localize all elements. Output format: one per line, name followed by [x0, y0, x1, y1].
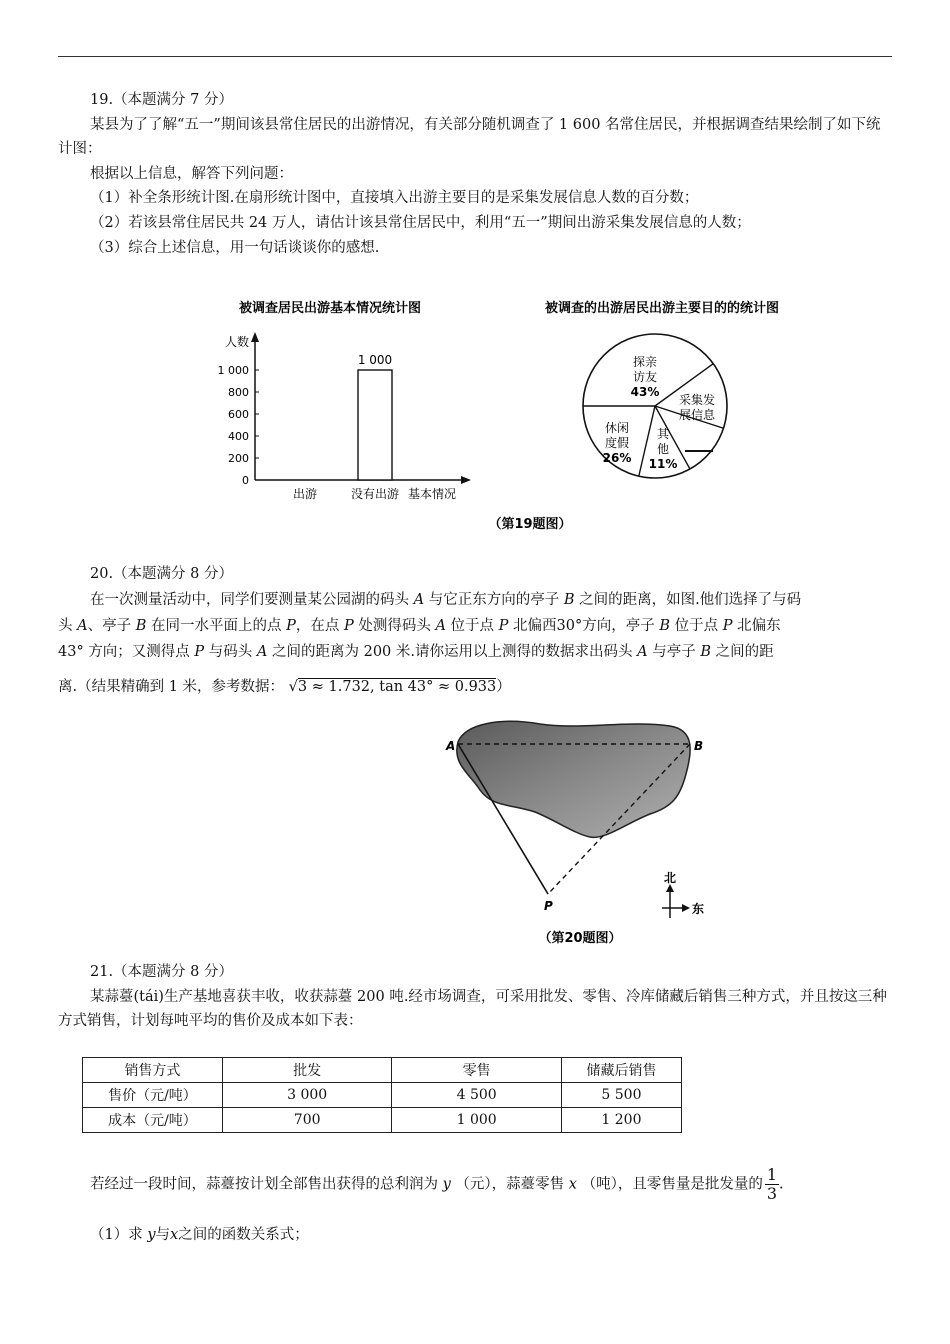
y-tick-label: 0 [242, 474, 249, 487]
compass-icon [662, 871, 704, 918]
pie-slice-label: 43% [630, 385, 660, 399]
table-cell: 4 500 [392, 1083, 562, 1108]
y-tick-label: 800 [228, 386, 249, 399]
q19-part3: （3）综合上述信息，用一句话谈谈你的感想. [90, 240, 380, 256]
header-rule [58, 56, 892, 57]
q20-line1: 在一次测量活动中，同学们要测量某公园湖的码头 A 与它正东方向的亭子 B 之间的距离，如图.他们选择了与码 [90, 592, 802, 608]
pie-slice-label: 11% [648, 457, 678, 471]
table-cell: 售价（元/吨） [83, 1083, 223, 1108]
label-east: 东 [692, 902, 705, 916]
x-tick-label: 出游 [292, 487, 318, 501]
y-tick-label: 200 [228, 452, 249, 465]
q20-line3: 43° 方向；又测得点 P 与码头 A 之间的距离为 200 米.请你运用以上测得的数据求出码头 A 与亭子 B 之间的距 [58, 644, 774, 660]
q19-figure [200, 290, 820, 544]
table-cell: 3 000 [222, 1083, 392, 1108]
y-tick-label: 400 [228, 430, 249, 443]
pie-chart [583, 334, 727, 478]
bar-data-label: 1 000 [357, 353, 393, 367]
sales-table [82, 1057, 682, 1133]
y-tick-label: 1 000 [217, 364, 249, 377]
q20-line2: 头 A、亭子 B 在同一水平面上的点 P，在点 P 处测得码头 A 位于点 P 北偏西30°方向，亭子 B 位于点 P 北偏东 [58, 618, 781, 634]
table-header-cell: 储藏后销售 [561, 1058, 681, 1083]
pie-slice-label: 26% [602, 451, 632, 465]
sqrt-sign: √ [288, 679, 298, 695]
table-header-cell: 零售 [392, 1058, 562, 1083]
x-axis-arrow [461, 476, 471, 484]
table-header-cell: 批发 [222, 1058, 392, 1083]
label-A: A [446, 739, 456, 753]
table-row [83, 1083, 682, 1108]
pie-slice-label: 度假 [604, 436, 630, 450]
lake-shape [457, 721, 690, 837]
pie-chart-title: 被调查的出游居民出游主要目的的统计图 [544, 301, 780, 316]
table-row [83, 1108, 682, 1133]
table-header-cell: 销售方式 [83, 1058, 223, 1083]
bar-chart [218, 332, 472, 501]
q19-part2: （2）若该县常住居民共 24 万人，请估计该县常住居民中，利用“五一”期间出游采集发展信息的人数； [90, 215, 751, 231]
label-north: 北 [664, 871, 677, 885]
q20-header: 20.（本题满分 8 分） [90, 566, 234, 582]
y-axis-label: 人数 [224, 335, 249, 349]
q21-intro: 某蒜薹(tái)生产基地喜获丰收，收获蒜薹 200 吨.经市场调查，可采用批发、零售、冷库储藏后销售三种方式，并且按这三种方式销售，计划每吨平均的售价及成本如下表： [58, 989, 887, 1029]
label-P: P [544, 899, 553, 913]
table-cell: 成本（元/吨） [83, 1108, 223, 1133]
q19-figure-caption: （第19题图） [488, 517, 572, 532]
pie-slice-label: 探亲 [632, 355, 658, 369]
table-cell: 5 500 [561, 1083, 681, 1108]
pie-slice-label: 展信息 [678, 408, 716, 422]
table-cell: 700 [222, 1108, 392, 1133]
q19-part1: （1）补全条形统计图.在扇形统计图中，直接填入出游主要目的是采集发展信息人数的百分数； [90, 190, 699, 206]
y-tick-label: 600 [228, 408, 249, 421]
y-axis-arrow [251, 332, 259, 342]
q20-line4: 离.（结果精确到 1 米，参考数据： √3 ≈ 1.732, tan 43° ≈ 0.933） [58, 679, 511, 695]
pie-slice-label: 其 [656, 427, 670, 441]
pie-slice-label: 采集发 [678, 393, 716, 407]
table-header-row [83, 1058, 682, 1083]
table-cell: 1 200 [561, 1108, 681, 1133]
q20-figure [440, 712, 720, 954]
pie-slice-label: 他 [656, 442, 670, 456]
q20-figure-caption: （第20题图） [538, 931, 622, 946]
q19-header: 19.（本题满分 7 分） [90, 92, 234, 108]
bar [358, 370, 392, 480]
x-tick-label: 没有出游 [350, 487, 400, 501]
q19-charts-svg [200, 290, 820, 540]
bar-chart-title: 被调查居民出游基本情况统计图 [238, 301, 422, 316]
q19-prompt: 根据以上信息，解答下列问题： [90, 166, 293, 182]
label-B: B [694, 739, 704, 753]
x-axis-label: 基本情况 [407, 487, 457, 501]
pie-slice-label: 休闲 [604, 421, 630, 435]
q21-part1: （1）求 y与x之间的函数关系式； [90, 1227, 309, 1243]
table-cell: 1 000 [392, 1108, 562, 1133]
pie-slice-label: 访友 [632, 370, 658, 384]
q20-figure-svg [440, 712, 720, 950]
fraction-one-third: $\frac{1}{3}$ [766, 1165, 778, 1203]
q21-condition: 若经过一段时间，蒜薹按计划全部售出获得的总利润为 y （元），蒜薹零售 x （吨），且零售量是批发量的 $\frac{1}{3}$ . [90, 1165, 784, 1203]
q19-intro: 某县为了了解“五一”期间该县常住居民的出游情况，有关部分随机调查了 1 600 名常住居民，并根据调查结果绘制了如下统计图： [58, 117, 881, 157]
q21-header: 21.（本题满分 8 分） [90, 964, 234, 980]
